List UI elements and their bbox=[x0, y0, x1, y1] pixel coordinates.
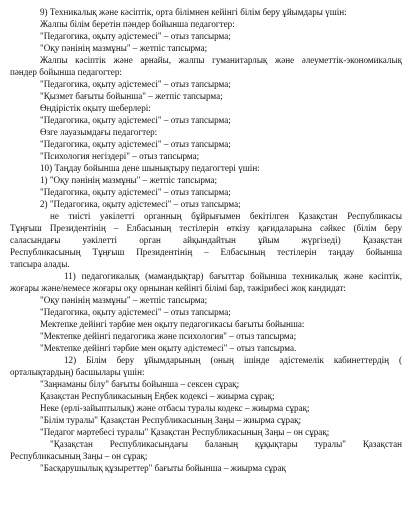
text-line: Неке (ерлі-зайыптылық) және отбасы туралы кодекс – жиырма сұрақ; bbox=[40, 403, 310, 413]
text-line: Өндірістік оқыту шеберлері: bbox=[40, 103, 151, 113]
text-line: Республикасының Тұңғыш Президентінің – Елбасының тестілерін таңдау бойынша bbox=[10, 247, 402, 257]
text-line: Өзге лауазымдағы педагогтер: bbox=[40, 127, 158, 137]
text-line: Жалпы білім беретін пәндер бойынша педагогтер: bbox=[40, 19, 235, 29]
section-9-heading: 9) Техникалық және кәсіптік, орта білімнен кейінгі білім беру ұйымдары үшін: bbox=[40, 7, 347, 17]
text-line: Жалпы кәсіптік және арнайы, жалпы гуманитарлық және әлеуметтік-экономикалық bbox=[40, 55, 402, 65]
text-line: Қазақстан Республикасының Еңбек кодексі – жиырма сұрақ; bbox=[40, 391, 275, 401]
text-line: жоғары және/немесе жоғары оқу орнынан кейінгі білімі бар, тәжірибесі жоқ кандидат: bbox=[10, 283, 346, 293]
text-line: "Оқу пәнінің мазмұны" – жетпіс тапсырма; bbox=[40, 295, 208, 305]
text-line: "Мектепке дейінгі тәрбие мен оқыту әдістемесі" – отыз тапсырма. bbox=[40, 343, 297, 353]
text-line: "Қазақстан Республикасындағы баланың құқықтары туралы" Қазақстан bbox=[50, 439, 402, 449]
text-line: не тиісті уәкілетті органның бұйрығымен бекітілген Қазақстан Республикасы bbox=[50, 211, 402, 221]
text-line: пәндер бойынша педагогтер: bbox=[10, 67, 122, 77]
text-line: 2) "Педагогика, оқыту әдістемесі" – отыз тапсырма; bbox=[40, 199, 241, 209]
text-line: орталықтардың) басшылары үшін: bbox=[10, 367, 145, 377]
text-line: Республикасының Заңы – он сұрақ; bbox=[10, 451, 148, 461]
text-line: "Педагогика, оқыту әдістемесі" – отыз тапсырма; bbox=[40, 115, 231, 125]
text-line: "Басқарушылық құзыреттер" бағыты бойынша – жиырма сұрақ bbox=[40, 463, 286, 473]
text-line: "Педагогика, оқыту әдістемесі" – отыз тапсырма; bbox=[40, 307, 231, 317]
text-line: тапсыра алады. bbox=[10, 259, 70, 269]
section-12-heading: 12) Білім беру ұйымдарының (оның ішінде әдістемелік кабинеттердің ( bbox=[64, 355, 402, 365]
text-line: "Педагогика, оқыту әдістемесі" – отыз тапсырма; bbox=[40, 187, 231, 197]
text-line: "Білім туралы" Қазақстан Республикасының Заңы – жиырма сұрақ; bbox=[40, 415, 302, 425]
text-line: Мектепке дейінгі тәрбие мен оқыту педагогикасы бағыты бойынша: bbox=[40, 319, 305, 329]
text-line: "Педагогика, оқыту әдістемесі" – отыз тапсырма; bbox=[40, 139, 231, 149]
text-line: саласындағы уәкілетті орган айқындайтын ұйым жүргізеді) Қазақстан bbox=[10, 235, 402, 245]
text-line: "Педагогика, оқыту әдістемесі" – отыз тапсырма; bbox=[40, 79, 231, 89]
text-line: "Оқу пәнінің мазмұны" – жетпіс тапсырма; bbox=[40, 43, 208, 53]
section-11-heading: 11) педагогикалық (мамандықтар) бағыттар бойынша техникалық және кәсіптік, bbox=[64, 271, 402, 281]
text-line: "Педагогика, оқыту әдістемесі" – отыз тапсырма; bbox=[40, 31, 231, 41]
text-line: "Мектепке дейінгі педагогика және психология" – отыз тапсырма; bbox=[40, 331, 297, 341]
text-line: "Педагог мәртебесі туралы" Қазақстан Республикасының Заңы – он сұрақ; bbox=[40, 427, 330, 437]
text-line: "Психология негіздері" – отыз тапсырма; bbox=[40, 151, 200, 161]
text-line: 1) "Оқу пәнінің мазмұны" – жетпіс тапсырма; bbox=[40, 175, 218, 185]
text-line: "Қызмет бағыты бойынша" – жетпіс тапсырма; bbox=[40, 91, 223, 101]
text-line: Тұңғыш Президентінің – Елбасының тестілерін өткізу қағидаларына сәйкес (білім беру bbox=[10, 223, 402, 233]
section-10-heading: 10) Таңдау бойынша дене шынықтыру педагогтері үшін: bbox=[40, 163, 260, 173]
text-line: "Заңнаманы білу" бағыты бойынша – сексен сұрақ; bbox=[40, 379, 240, 389]
